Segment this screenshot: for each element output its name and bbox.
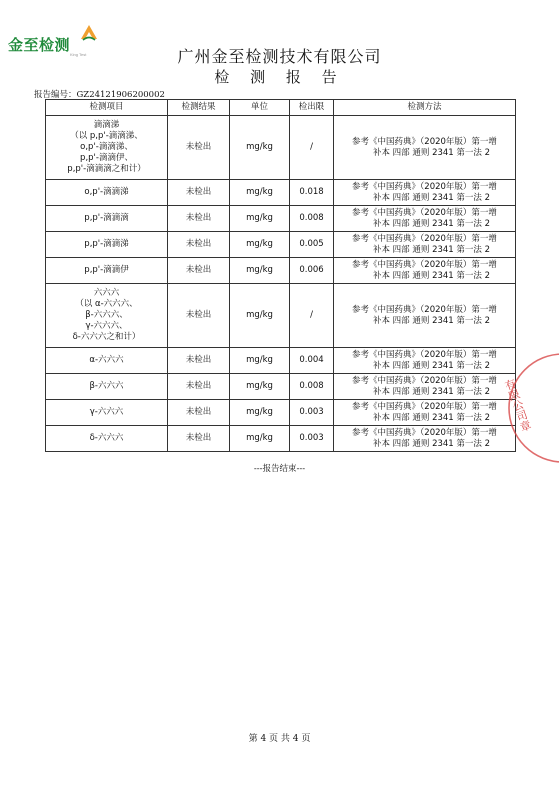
- logo-subtext: King Test: [70, 52, 87, 57]
- cell-item-line: p,p'-滴滴伊、: [80, 153, 133, 163]
- cell-method: [334, 258, 516, 284]
- cell-method-line: 参考《中国药典》（2020年版）第一增: [352, 375, 497, 386]
- cell-method-line: 补本 四部 通则 2341 第一法 2: [372, 270, 491, 281]
- cell-result: 未检出: [168, 348, 230, 374]
- cell-item-line: β-六六六: [89, 381, 124, 391]
- cell-method-line: 参考《中国药典》（2020年版）第一增: [352, 349, 497, 360]
- table-row: [46, 180, 516, 206]
- header-result: 检测结果: [168, 100, 230, 116]
- cell-method: [334, 374, 516, 400]
- cell-limit: /: [290, 284, 334, 348]
- logo-mark-icon: [79, 24, 99, 42]
- company-name: 广州金至检测技术有限公司: [177, 47, 382, 66]
- cell-unit: mg/kg: [230, 116, 290, 180]
- cell-item-line: p,p'-滴滴滴之和计）: [67, 164, 146, 174]
- cell-method: [334, 180, 516, 206]
- table-row: [46, 400, 516, 426]
- cell-method-line: 补本 四部 通则 2341 第一法 2: [372, 438, 491, 449]
- cell-item-line: γ-六六六、: [85, 321, 128, 331]
- cell-method: [334, 400, 516, 426]
- cell-item: [46, 284, 168, 348]
- cell-item-line: （以 p,p'-滴滴涕、: [70, 131, 143, 141]
- cell-limit: 0.004: [290, 348, 334, 374]
- header-limit: 检出限: [290, 100, 334, 116]
- cell-item-line: β-六六六、: [85, 310, 128, 320]
- cell-item-line: p,p'-滴滴滴: [84, 213, 129, 223]
- cell-unit: mg/kg: [230, 348, 290, 374]
- cell-result: 未检出: [168, 258, 230, 284]
- cell-item: [46, 400, 168, 426]
- cell-result: 未检出: [168, 284, 230, 348]
- header-unit: 单位: [230, 100, 290, 116]
- cell-item-line: 滴滴涕: [93, 120, 120, 130]
- cell-method-line: 参考《中国药典》（2020年版）第一增: [352, 401, 497, 412]
- cell-result: 未检出: [168, 426, 230, 452]
- table-header-row: [46, 100, 516, 116]
- cell-unit: mg/kg: [230, 426, 290, 452]
- cell-method-line: 补本 四部 通则 2341 第一法 2: [372, 360, 491, 371]
- cell-method-line: 参考《中国药典》（2020年版）第一增: [352, 304, 497, 315]
- report-title: 检 测 报 告: [214, 68, 345, 86]
- cell-method-line: 参考《中国药典》（2020年版）第一增: [352, 427, 497, 438]
- cell-item: [46, 116, 168, 180]
- cell-method-line: 参考《中国药典》（2020年版）第一增: [352, 259, 497, 270]
- cell-item-line: δ-六六六之和计）: [72, 332, 141, 342]
- table-body: [46, 116, 516, 452]
- cell-method: [334, 116, 516, 180]
- cell-item-line: o,p'-滴滴涕、: [80, 142, 133, 152]
- cell-result: 未检出: [168, 400, 230, 426]
- cell-method-line: 参考《中国药典》（2020年版）第一增: [352, 207, 497, 218]
- cell-unit: mg/kg: [230, 284, 290, 348]
- cell-method-line: 参考《中国药典》（2020年版）第一增: [352, 233, 497, 244]
- official-stamp: [501, 348, 559, 468]
- cell-unit: mg/kg: [230, 374, 290, 400]
- report-number: 报告编号：GZ24121906200002: [34, 90, 165, 100]
- cell-item-line: α-六六六: [89, 355, 124, 365]
- cell-item: [46, 258, 168, 284]
- cell-result: 未检出: [168, 180, 230, 206]
- results-table: [45, 99, 516, 452]
- cell-method: [334, 426, 516, 452]
- table-row: [46, 374, 516, 400]
- cell-unit: mg/kg: [230, 180, 290, 206]
- cell-method-line: 参考《中国药典》（2020年版）第一增: [352, 181, 497, 192]
- cell-item: [46, 232, 168, 258]
- cell-method: [334, 348, 516, 374]
- cell-unit: mg/kg: [230, 400, 290, 426]
- report-end: ---报告结束---: [253, 464, 306, 474]
- cell-method: [334, 284, 516, 348]
- table-row: [46, 284, 516, 348]
- cell-limit: 0.006: [290, 258, 334, 284]
- cell-item: [46, 426, 168, 452]
- cell-method-line: 补本 四部 通则 2341 第一法 2: [372, 315, 491, 326]
- cell-result: 未检出: [168, 116, 230, 180]
- page-number: 第 4 页 共 4 页: [248, 734, 311, 744]
- stamp-text: 有限公司章: [501, 377, 533, 434]
- cell-unit: mg/kg: [230, 258, 290, 284]
- cell-method-line: 参考《中国药典》（2020年版）第一增: [352, 136, 497, 147]
- cell-limit: 0.003: [290, 400, 334, 426]
- cell-item-line: δ-六六六: [89, 433, 124, 443]
- cell-unit: mg/kg: [230, 232, 290, 258]
- cell-result: 未检出: [168, 374, 230, 400]
- cell-method-line: 补本 四部 通则 2341 第一法 2: [372, 412, 491, 423]
- table-row: [46, 232, 516, 258]
- cell-limit: 0.008: [290, 374, 334, 400]
- cell-item: [46, 374, 168, 400]
- cell-method: [334, 232, 516, 258]
- cell-item-line: 六六六: [93, 288, 120, 298]
- cell-limit: 0.018: [290, 180, 334, 206]
- cell-item-line: γ-六六六: [89, 407, 124, 417]
- cell-limit: 0.003: [290, 426, 334, 452]
- cell-item: [46, 180, 168, 206]
- cell-item: [46, 206, 168, 232]
- cell-limit: 0.005: [290, 232, 334, 258]
- table-row: [46, 258, 516, 284]
- cell-method: [334, 206, 516, 232]
- header-method: 检测方法: [334, 100, 516, 116]
- table-row: [46, 426, 516, 452]
- cell-method-line: 补本 四部 通则 2341 第一法 2: [372, 192, 491, 203]
- cell-limit: /: [290, 116, 334, 180]
- table-row: [46, 116, 516, 180]
- cell-limit: 0.008: [290, 206, 334, 232]
- cell-method-line: 补本 四部 通则 2341 第一法 2: [372, 147, 491, 158]
- cell-item-line: p,p'-滴滴涕: [84, 239, 129, 249]
- cell-unit: mg/kg: [230, 206, 290, 232]
- cell-item-line: （以 α-六六六、: [75, 299, 138, 309]
- cell-item-line: p,p'-滴滴伊: [84, 265, 129, 275]
- cell-method-line: 补本 四部 通则 2341 第一法 2: [372, 386, 491, 397]
- logo-text: 金至检测: [8, 36, 71, 54]
- cell-item-line: o,p'-滴滴涕: [84, 187, 129, 197]
- cell-result: 未检出: [168, 206, 230, 232]
- header-item: 检测项目: [46, 100, 168, 116]
- cell-item: [46, 348, 168, 374]
- table-row: [46, 206, 516, 232]
- cell-result: 未检出: [168, 232, 230, 258]
- table-row: [46, 348, 516, 374]
- cell-method-line: 补本 四部 通则 2341 第一法 2: [372, 244, 491, 255]
- cell-method-line: 补本 四部 通则 2341 第一法 2: [372, 218, 491, 229]
